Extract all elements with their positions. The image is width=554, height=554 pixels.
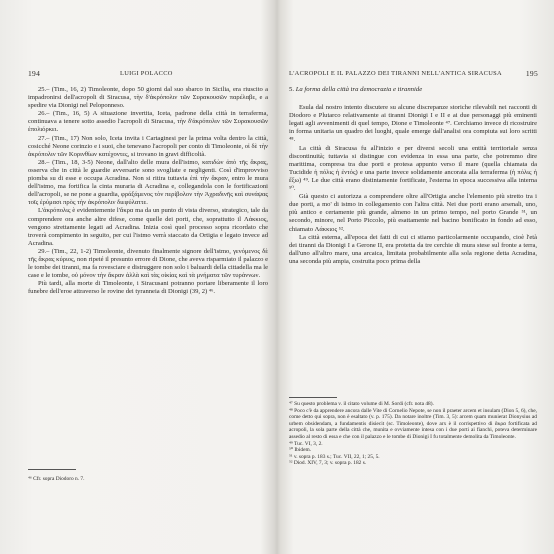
paragraph: Già questo ci autorizza a comprendere oltre all'Ortigia anche l'elemento più stretto tra i due porti, a mo' di istmo in collegamento con l'altra città. Nei due porti erano arsenali, uno, più antico e certamente più grande, almeno in un primo tempo, nel porto Grande ⁵¹, un secondo, minore, nel Porto Piccolo, più esattamente nel bacino bonificato in fondo ad esso, chiamato Λάκκιος ⁵². (289, 193, 537, 233)
left-page-number: 194 (28, 69, 41, 78)
right-body-text (289, 86, 537, 266)
footnote: ⁴⁸ Poco c'è da apprendere ancora dalle Vite di Cornelio Nepote, se non il praeter arcem et insulam (Dion 5, 6), che, come detto qui sopra, non è esaltato (v. p. 175). Da notare inoltre (Tim. 3, 5): arcem quam munierat Dionysius ad urbem obsidendam, a fundamentis disiecit (sc. Timoleonte), dove arx è il corrispettivo di ἄκρα fortificata ad acropoli, la sola parte della città che, munita e ovviamente intesa con i due porti ai fianchi, poteva determinare assedio al resto di essa e che con il palazzo e le tombe di Dionigi I fu totalmente demolita da Timoleonte. (289, 407, 537, 440)
footnote-divider (289, 397, 337, 398)
footnote-divider (28, 469, 76, 470)
right-footnotes (289, 401, 537, 467)
paragraph: 28.– (Tim., 18, 3-5) Neone, dall'alto delle mura dell'istmo, κατιδὼν ἀπὸ τῆς ἄκρας, osserva che in città le guardie avversarie sono svogliate e negligenti. Così d'improvviso piomba su di esse e occupa Acradina. Non si ritira tuttavia ἐπὶ τὴν ἄκραν, entro le mura dell'istmo, ma fortifica la cinta muraria di Acradina e, collegandola con le fortificazioni dell'acropoli, se ne pone a guardia, φράξάμενος τὸν περίβολον τὴν Ἀχραδινῆς καὶ συνάψας τοῖς ἐρύμασι πρὸς τὴν ἀκρόπολιν διεφύλαττε. (28, 158, 268, 207)
left-running-head: LUIGI POLACCO (120, 70, 173, 77)
right-page (279, 0, 554, 554)
paragraph: Più tardi, alla morte di Timoleonte, i Siracusani potranno portare liberamente il loro funebre dell'eroe attraverso le rovine dei tyranneia di Dionigi (39, 2) ⁴⁶. (28, 280, 268, 296)
section-number: 5. (289, 86, 295, 93)
footnote: ⁴⁷ Su questo problema v. il citato volume di M. Sordi (cfr. nota 48). (289, 401, 434, 407)
footnote: ⁴⁶ Cfr. sopra Diodoro n. 7. (28, 476, 85, 482)
paragraph: 25.– (Tim., 16, 2) Timoleonte, dopo 50 giorni dal suo sbarco in Sicilia, era riuscito a impadronirsi dell'acropoli di Siracusa, τὴν δ'ἀκρόπολιν τῶν Συρακουσῶν παρέλαβε, e a spedire via Dionigi nel Peloponneso. (28, 86, 268, 110)
section-heading (289, 86, 537, 94)
paragraph: Esula dal nostro intento discutere su alcune discrepanze storiche rilevabili nei racconti di Diodoro e Plutarco relativamente ai tiranni Dionigi I e II e ai due personaggi più eminenti legati agli avvenimenti di quel tempo, Dione e Timoleonte ⁴⁷. Cerchiamo invece di ricostruire in forma unitaria un quadro dei luoghi, quale emerge dall'analisi ora compiuta sui loro scritti ⁴⁸. (289, 104, 537, 144)
paragraph: 27.– (Tim., 17) Non solo, Iceta invita i Cartaginesi per la prima volta dentro la città, cosicché Neone corinzio e i suoi, che tenevano l'acropoli per conto di Timoleonte, οἱ δὲ τὴν ἀκρόπολιν τῶν Κορινθίων κατέχοντες, si trovano in gravi difficoltà. (28, 134, 268, 158)
footnote: ⁵⁰ Ibidem. (289, 447, 312, 454)
right-page-number: 195 (525, 69, 538, 78)
left-body-text (28, 86, 268, 296)
paragraph: La città di Siracusa fu all'inizio e per diversi secoli una entità territoriale senza discontinuità; tuttavia si distingue con evidenza in essa una parte, che potremmo dire marittima, compresa tra due porti e protesa appunto verso il mare (quella chiamata da Tucidide ἡ πόλις ἡ ἐντός) e una parte invece solidamente ancorata alla terraferma (ἡ πόλις ἡ ἔξω) ⁴⁹. Le due città erano distintamente fortificate, l'esterna in epoca successiva alla interna ⁵⁰. (289, 144, 537, 193)
paragraph: L'ἀκρόπολις è evidentemente l'ἄκρα ma da un punto di vista diverso, strategico, tale da comprendere ora anche altre difese, come quelle dei porti, che, soprattutto il Λάκκιος, vengono strettamente legati ad Acradina. Inizia così quel processo sopra ricordato che troverà compimento in seguito, per cui l'istmo verrà staccato da Ortigia e legato invece ad Acradina. (28, 207, 268, 247)
paragraph: 26.– (Tim., 16, 5) A situazione invertita, Iceta, padrone della città in terraferma, continuava a tenere sotto assedio l'acropoli di Siracusa, τὴν δ'ἀκρόπολιν τῶν Συρακουσῶν ἐπολιόρκει. (28, 110, 268, 134)
paragraph: 29.– (Tim., 22, 1-2) Timoleonte, divenuto finalmente signore dell'istmo, γενόμενος δὲ τῆς ἄκρας κύριος, non ripeté il presunto errore di Dione, che aveva risparmiato il palazzo e le tombe dei tiranni, ma fa rovesciare e distruggere non solo i baluardi della cittadella ma le case e le tombe, οὐ μόνον τὴν ἄκραν ἀλλὰ καὶ τὰς οἰκίας καὶ τὰ μνήματα τῶν τυράννων. (28, 247, 268, 280)
paragraph: La città esterna, all'epoca dei fatti di cui ci stiamo particolarmente occupando, cioè l'età dei tiranni da Dionigi I a Gerone II, era protetta da tre cerchie di mura stese sul fronte a terra, dall'uno all'altro mare, una arcaica, limitata probabilmente alla sola regione detta Acradina, una seconda più ampia, costruita poco prima della (289, 233, 537, 265)
section-title: La forma della città tra democrazia e tirannide (295, 86, 423, 93)
left-footnotes (28, 476, 268, 483)
footnote: ⁵¹ v. sopra p. 183 s.; Tuc. VII, 22, 1; 25, 5. (289, 453, 380, 460)
footnote: ⁴⁹ Tuc. VI, 3, 2. (289, 440, 323, 447)
footnote: ⁵² Diod. XIV, 7, 3; v. sopra p. 182 s. (289, 460, 367, 467)
right-running-head: L'ACROPOLI E IL PALAZZO DEI TIRANNI NELL'ANTICA SIRACUSA (289, 70, 502, 77)
